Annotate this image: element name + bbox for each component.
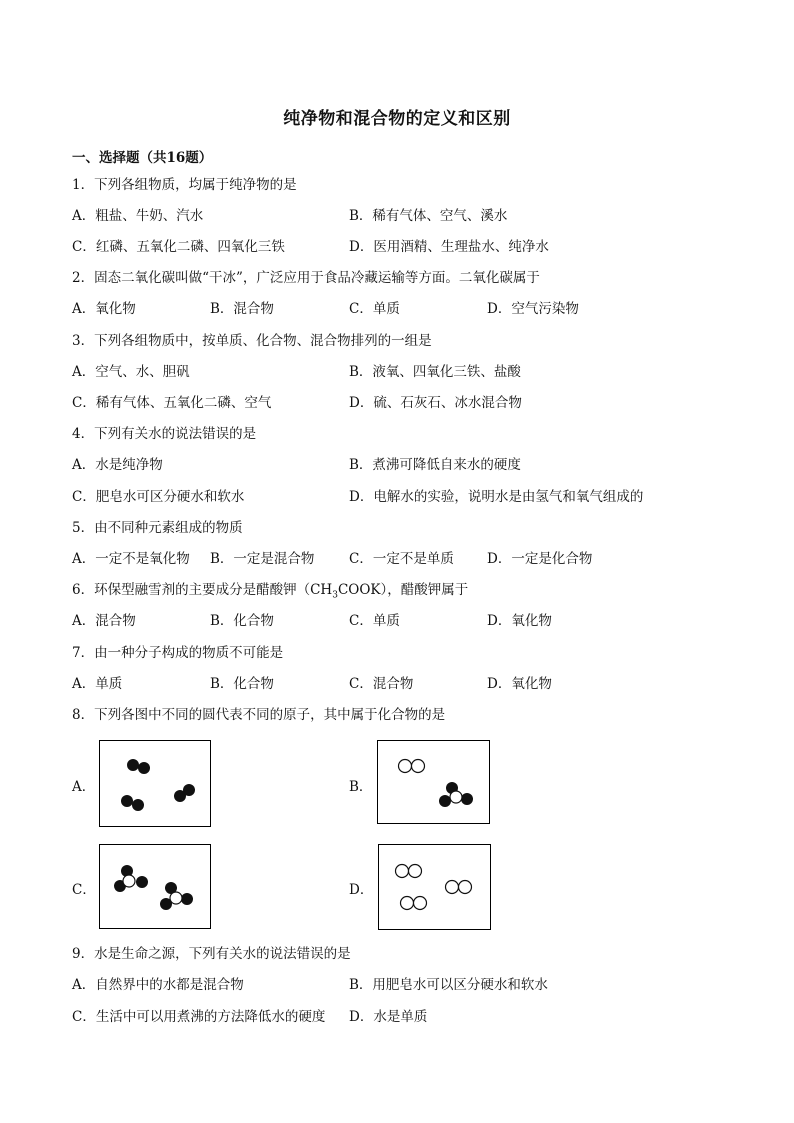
page-title: 纯净物和混合物的定义和区别 xyxy=(283,109,511,129)
option-b: B．化合物 xyxy=(210,613,274,629)
option-a: A．自然界中的水都是混合物 xyxy=(72,977,244,993)
subscript: 3 xyxy=(332,590,338,601)
option-c: C．红磷、五氧化二磷、四氧化三铁 xyxy=(72,239,285,255)
option-a: A．混合物 xyxy=(72,613,136,629)
figure-d xyxy=(378,844,491,930)
option-d: D．空气污染物 xyxy=(487,301,579,317)
question-stem: 3．下列各组物质中，按单质、化合物、混合物排列的一组是 xyxy=(72,333,432,349)
molecule-diagram-b xyxy=(378,741,489,823)
molecule-diagram-c xyxy=(100,845,210,928)
option-c: C．混合物 xyxy=(349,676,414,692)
option-a: A．一定不是氧化物 xyxy=(72,551,190,567)
option-c-label: C． xyxy=(72,882,96,898)
option-b: B．液氧、四氧化三铁、盐酸 xyxy=(349,364,521,380)
option-b-label: B． xyxy=(349,779,373,795)
section-heading: 一、选择题（共16题） xyxy=(72,150,213,166)
option-b: B．煮沸可降低自来水的硬度 xyxy=(349,457,521,473)
question-stem: 7．由一种分子构成的物质不可能是 xyxy=(72,645,284,661)
question-stem: 2．固态二氧化碳叫做“干冰”，广泛应用于食品冷藏运输等方面。二氧化碳属于 xyxy=(72,270,540,286)
option-d: D．氧化物 xyxy=(487,613,552,629)
option-d: D．电解水的实验，说明水是由氢气和氧气组成的 xyxy=(349,489,644,505)
option-b: B．化合物 xyxy=(210,676,274,692)
option-d: D．一定是化合物 xyxy=(487,551,593,567)
option-c: C．一定不是单质 xyxy=(349,551,454,567)
option-c: C．单质 xyxy=(349,301,400,317)
question-stem: 5．由不同种元素组成的物质 xyxy=(72,520,243,536)
stem-text: COOK），醋酸钾属于 xyxy=(337,582,469,598)
option-c: C．肥皂水可区分硬水和软水 xyxy=(72,489,245,505)
option-b: B．混合物 xyxy=(210,301,274,317)
option-a-label: A． xyxy=(72,779,96,795)
option-b: B．稀有气体、空气、溪水 xyxy=(349,208,508,224)
figure-b xyxy=(377,740,490,824)
molecule-diagram-a xyxy=(100,741,210,826)
option-b: B．用肥皂水可以区分硬水和软水 xyxy=(349,977,548,993)
option-c: C．单质 xyxy=(349,613,400,629)
option-a: A．单质 xyxy=(72,676,123,692)
option-b: B．一定是混合物 xyxy=(210,551,315,567)
option-d: D．氧化物 xyxy=(487,676,552,692)
option-c: C．稀有气体、五氧化二磷、空气 xyxy=(72,395,272,411)
stem-text: 6．环保型融雪剂的主要成分是醋酸钾（CH xyxy=(72,582,333,598)
option-a: A．空气、水、胆矾 xyxy=(72,364,190,380)
option-a: A．氧化物 xyxy=(72,301,136,317)
question-stem: 4．下列有关水的说法错误的是 xyxy=(72,426,257,442)
option-d: D．医用酒精、生理盐水、纯净水 xyxy=(349,239,549,255)
figure-a xyxy=(99,740,211,827)
option-d: D．水是单质 xyxy=(349,1009,428,1025)
option-a: A．粗盐、牛奶、汽水 xyxy=(72,208,204,224)
figure-c xyxy=(99,844,211,929)
option-c: C．生活中可以用煮沸的方法降低水的硬度 xyxy=(72,1009,326,1025)
question-stem xyxy=(72,582,468,604)
option-d: D．硫、石灰石、冰水混合物 xyxy=(349,395,522,411)
question-stem: 1．下列各组物质，均属于纯净物的是 xyxy=(72,177,297,193)
molecule-diagram-d xyxy=(379,845,490,929)
option-a: A．水是纯净物 xyxy=(72,457,163,473)
option-d-label: D． xyxy=(349,882,374,898)
question-stem: 9．水是生命之源，下列有关水的说法错误的是 xyxy=(72,946,351,962)
question-stem: 8．下列各图中不同的圆代表不同的原子，其中属于化合物的是 xyxy=(72,707,446,723)
